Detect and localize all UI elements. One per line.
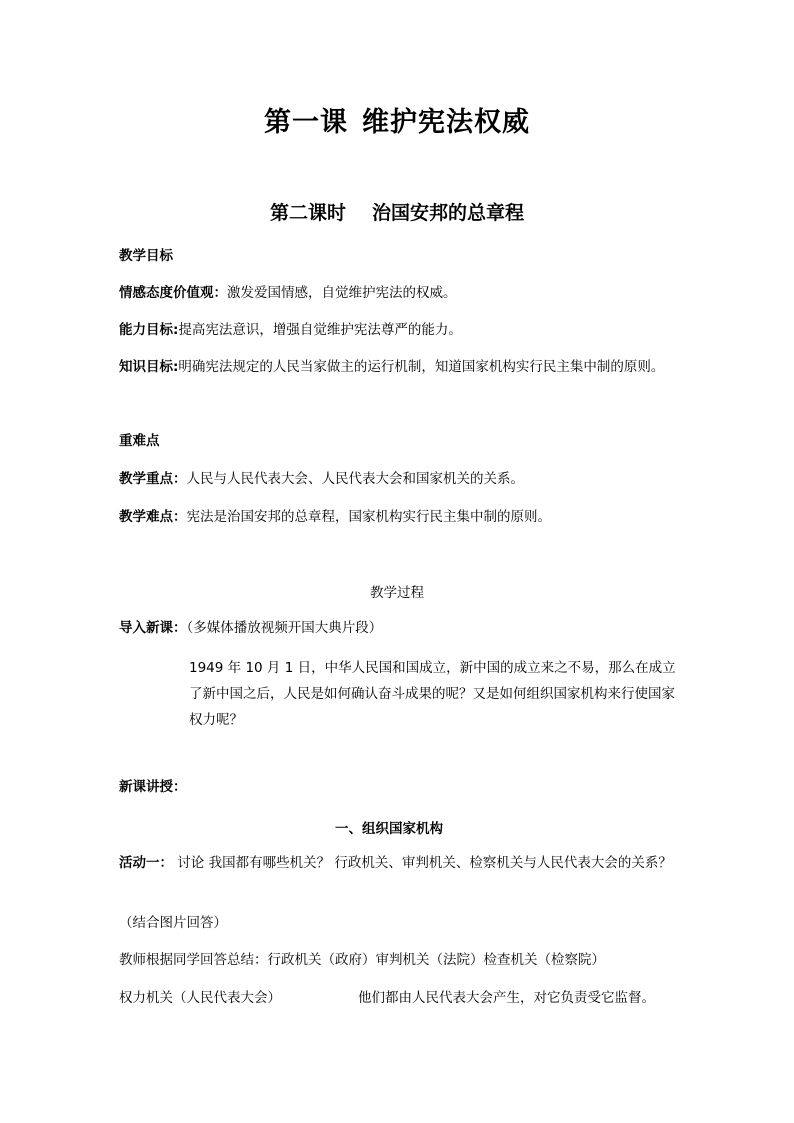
session-title-number: 第二课时: [269, 202, 346, 224]
knowledge-goal-label: 知识目标:: [119, 359, 179, 375]
difficult-point: [119, 507, 551, 527]
key-points-heading: 重难点: [119, 433, 160, 449]
power-organ: 权力机关（人民代表大会）: [119, 990, 281, 1006]
lesson-title: [0, 100, 794, 139]
knowledge-goal-text: 明确宪法规定的人民当家做主的运行机制，知道国家机构实行民主集中制的原则。: [178, 359, 665, 375]
session-title-text: 治国安邦的总章程: [372, 202, 525, 224]
knowledge-goal: [119, 357, 664, 377]
ability-goal: [119, 320, 462, 340]
emotion-goal-text: 激发爱国情感，自觉维护宪法的权威。: [227, 285, 457, 301]
power-note: 他们都由人民代表大会产生，对它负责受它监督。: [358, 990, 655, 1006]
new-lesson-label: 新课讲授：: [119, 779, 187, 795]
process-heading: 教学过程: [370, 585, 424, 601]
intro-text: （多媒体播放视频开国大典片段）: [186, 620, 383, 636]
difficult-point-label: 教学难点：: [119, 509, 187, 525]
lesson-title-text: 维护宪法权威: [362, 107, 530, 138]
intro: [119, 618, 382, 638]
activity-label: 活动一：: [119, 855, 173, 871]
activity: [119, 850, 679, 876]
activity-text: 讨论 我国都有哪些机关？ 行政机关、审判机关、检察机关与人民代表大会的关系？: [173, 855, 672, 871]
key-point-text: 人民与人民代表大会、人民代表大会和国家机关的关系。: [186, 471, 524, 487]
key-point: [119, 469, 524, 489]
lesson-title-number: 第一课: [264, 107, 348, 138]
emotion-goal: [119, 283, 457, 303]
ability-goal-label: 能力目标:: [119, 322, 179, 338]
hint: （结合图片回答）: [119, 915, 227, 931]
session-title: [0, 198, 794, 225]
intro-paragraph: 1949 年 10 月 1 日，中华人民国和国成立，新中国的成立来之不易，那么在成立了新中国之后，人民是如何确认奋斗成果的呢？又是如何组织国家机构来行使国家权力呢？: [189, 660, 676, 728]
ability-goal-text: 提高宪法意识，增强自觉维护宪法尊严的能力。: [178, 322, 462, 338]
emotion-goal-label: 情感态度价值观：: [119, 285, 227, 301]
intro-label: 导入新课：: [119, 620, 187, 636]
teacher-summary: 教师根据同学回答总结：行政机关（政府）审判机关（法院）检查机关（检察院）: [119, 952, 605, 968]
difficult-point-text: 宪法是治国安邦的总章程，国家机构实行民主集中制的原则。: [186, 509, 551, 525]
section-title: 一、组织国家机构: [335, 821, 443, 837]
goals-heading: 教学目标: [119, 248, 173, 264]
key-point-label: 教学重点：: [119, 471, 187, 487]
